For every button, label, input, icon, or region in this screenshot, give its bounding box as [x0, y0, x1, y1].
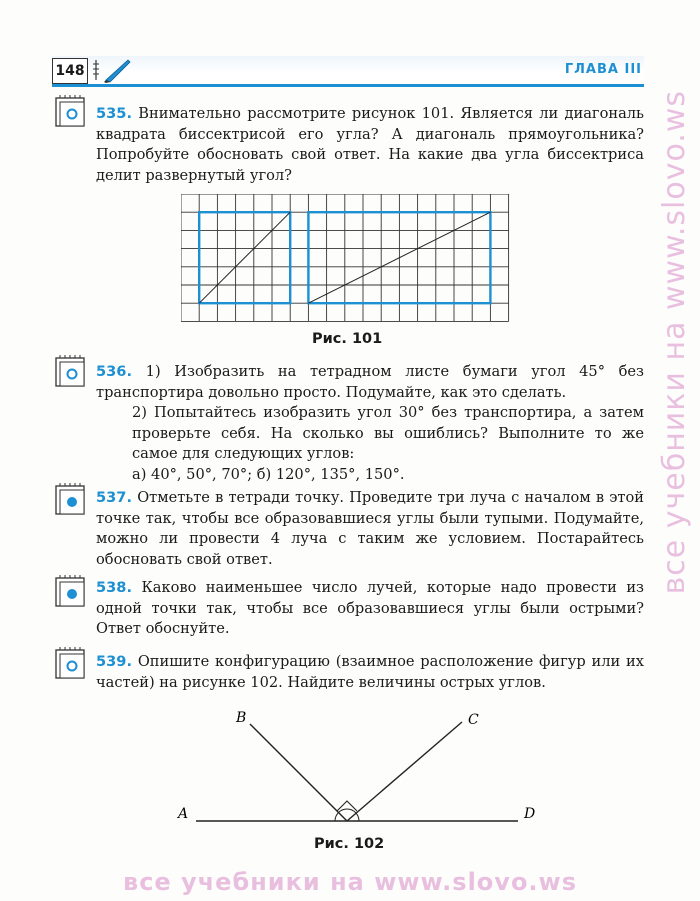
task-text: Опишите конфигурацию (взаимное расположение фигур или их частей) на рисунке 102. Найдите величины острых углов. — [96, 653, 644, 691]
label-a: A — [178, 806, 189, 822]
task-536-part-3: а) 40°, 50°, 70°; б) 120°, 135°, 150°. — [132, 465, 405, 483]
notepad-open-circle-icon — [54, 354, 88, 388]
notepad-open-circle-icon — [54, 646, 88, 680]
figure-102-caption: Рис. 102 — [314, 836, 385, 852]
chapter-title: ГЛАВА III — [564, 62, 642, 77]
figure-101-grid — [181, 194, 511, 324]
task-text: Каково наименьшее число лучей, которые надо провести из одной точки так, чтобы все образовавшиеся углы были острыми? Ответ обоснуйте. — [96, 579, 645, 637]
task-text: Внимательно рассмотрите рисунок 101. Является ли диагональ квадрата биссектрисой его угла? А диагональ прямоугольника? Попробуйте обосновать свой ответ. На какие два угла биссектриса делит развернутый угол? — [96, 105, 644, 184]
task-537 — [96, 488, 644, 570]
label-d: D — [524, 806, 536, 822]
task-536-part-2: 2) Попытайтесь изобразить угол 30° без транспортира, а затем проверьте себя. На сколько вы ошиблись? Выполните то же самое для следующих углов: — [132, 404, 644, 462]
notepad-filled-circle-icon — [54, 574, 88, 608]
ray-c — [347, 722, 462, 821]
label-c: C — [468, 712, 479, 728]
page-header — [52, 56, 644, 84]
figure-102-angles — [170, 706, 550, 832]
label-b: B — [236, 710, 247, 726]
task-number: 537. — [96, 489, 133, 506]
square-diagonal — [199, 212, 290, 303]
figure-101-caption: Рис. 101 — [312, 331, 383, 347]
notepad-filled-circle-icon — [54, 482, 88, 516]
task-text: Отметьте в тетради точку. Проведите три луча с началом в этой точке так, чтобы все образовавшиеся углы были тупыми. Подумайте, можно ли провести 4 луча с таким же условием. Постарайтесь обосновать свой ответ. — [96, 489, 644, 568]
task-number: 538. — [96, 579, 133, 596]
task-number: 535. — [96, 105, 133, 122]
header-bar — [52, 56, 644, 87]
angle-arc — [335, 809, 359, 821]
watermark-bottom: все учебники на www.slovo.ws — [123, 868, 577, 896]
task-number: 536. — [96, 363, 133, 380]
watermark-side: все учебники на www.slovo.ws — [657, 90, 692, 595]
task-536-part-1: 1) Изобразить на тетрадном листе бумаги угол 45° без транспортира довольно просто. Подумайте, как это сделать. — [96, 363, 645, 401]
pencil-icon — [90, 56, 136, 84]
notepad-open-circle-icon — [54, 94, 88, 128]
ray-b — [250, 724, 347, 821]
task-536 — [96, 362, 644, 485]
page-number: 148 — [52, 58, 88, 84]
task-538 — [96, 578, 644, 640]
task-number: 539. — [96, 653, 133, 670]
task-535 — [96, 104, 644, 186]
task-539 — [96, 652, 644, 693]
